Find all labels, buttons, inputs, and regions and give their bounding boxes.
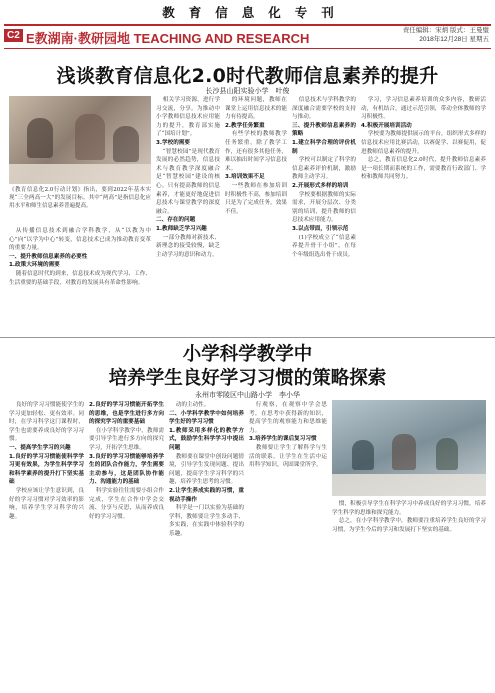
article-divider (0, 337, 495, 338)
subheading: 2.良好的学习习惯能开拓学生的思维，也是学生进行多方向的探究学习的重要基础 (89, 402, 164, 426)
paragraph: 的环境问题，教师在课堂上运用信息技术的能力有待提高。 (225, 97, 287, 121)
article2-col1 (9, 401, 84, 689)
subheading: 3.培训效果不足 (225, 174, 265, 181)
article2-title-line2: 培养学生良好学习习惯的策略探索 (108, 368, 387, 389)
article1-col5 (361, 96, 486, 334)
subheading: 二、存在的问题 (156, 217, 196, 224)
article2-byline: 永州市零陵区中山路小学 李小华 (195, 391, 300, 399)
paragraph: 惯，积极引导学生在科学学习中养成良好的学习习惯，培养学生科学的思维和探究能力。 (332, 501, 486, 516)
article1-byline: 长沙县山阳实验小学 叶俊 (205, 87, 290, 95)
article1-col1 (9, 227, 151, 335)
paragraph: 总之，在小学科学教学中，教师要注重培养学生良好的学习习惯，为学生今后的学习和发展打下坚实的基础。 (332, 518, 486, 533)
page-tag: C2 (4, 29, 23, 42)
article1-title: 浅谈教育信息化2.0时代教师信息素养的提升 (56, 65, 439, 87)
paragraph: “智慧校园”是现代教育发展的必然趋势，信息技术与教育教学深度融合是“智慧校园”建设的核心。只有提高教师的信息素养，才能更好地促进信息技术与课堂教学的深度融合。 (156, 148, 220, 215)
subheading: 1.良好的学习习惯能使科学学习更有效果，为学生科学学习和科学素养的提升打下坚实基础 (9, 453, 84, 486)
section-title: E教湖南·教研园地 TEACHING AND RESEARCH (26, 31, 310, 46)
subheading: 三、提升教师信息素养的策略 (292, 122, 356, 138)
article1-col3 (225, 96, 287, 334)
subheading: 2.让学生养成实践的习惯，重视动手操作 (169, 487, 244, 503)
subheading: 1.教师采用多样化的教学方式，鼓励学生科学学习中提出问题 (169, 427, 244, 451)
article2-title-line1: 小学科学教学中 (182, 344, 313, 365)
paragraph: 动的主动性。 (175, 402, 210, 408)
subheading: 1.教师缺乏学习兴趣 (156, 225, 207, 232)
paragraph: 一部分教师对新技术、新理念的接受较慢，缺乏主动学习的意识和动力。 (156, 234, 220, 258)
issue-date: 2018年12月28日 星期五 (419, 35, 489, 43)
article1-col2 (156, 96, 220, 334)
subheading: 一、提高学生学习的兴趣 (9, 444, 71, 451)
subheading: 2.开展形式多样的培训 (292, 182, 349, 189)
article1-col4 (292, 96, 356, 334)
subheading: 3.良好的学习习惯能够培养学生的团队合作能力，学生需要主动参与，这是团队协作能力、沟通能力的基础 (89, 453, 164, 486)
article2-photo (332, 400, 486, 496)
paragraph: 随着信息时代的到来，信息技术成为现代学习、工作、生活重要的基础手段，对教育的发展具有革命性影响。 (9, 270, 151, 286)
paragraph: 信息技术与学科教学的深度融合需要学校的支持与推动。 (292, 97, 356, 121)
paragraph: 行观察，在观察中学会思考，在思考中获得新的知识，提高学生的观察能力和思维能力。 (249, 402, 327, 434)
paragraph: 学习，学习信息素养培训的众多内容，教研活动，有机结合，通过示范引领，带动全体教师的学习积极性。 (361, 97, 486, 121)
subheading: 二、小学科学教学中如何培养学生好的学习习惯 (169, 410, 244, 426)
masthead (0, 0, 495, 24)
subheading: 1.建立科学合理的评价机制 (292, 139, 356, 155)
article2-col3 (169, 401, 244, 689)
paragraph: 一些教师在参加培训时积极性不高，参加培训只是为了完成任务，效果不佳。 (225, 182, 287, 215)
paragraph: 学校可以制定了科学的信息素养评价机制，激励教师主动学习。 (292, 157, 356, 181)
paragraph: 从传播信息技术到融合学科教学，从“以教为中心”向“以学为中心”转变，信息技术已成为推动教育变革的重要力量。 (9, 228, 151, 252)
masthead-title: 教育信息化专刊 (162, 5, 348, 20)
subheading: 一、提升教师信息素养的必要性 (9, 253, 88, 260)
paragraph: 科学实验往往需要小组合作完成，学生在合作中学会交流、分享与反思，从而养成良好的学习习惯。 (89, 487, 164, 520)
subheading: 3.学校的需要 (156, 139, 190, 146)
section-bar (4, 24, 491, 49)
paragraph: 教师要在课堂中创设问题情境，引导学生发现问题、提出问题，提高学生学习科学的兴趣，培养学生思考的习惯。 (169, 453, 244, 486)
article2-col5 (332, 500, 486, 689)
paragraph: 科学是一门以实验为基础的学科，教师要让学生多动手、多实践，在实践中体验科学的乐趣。 (169, 505, 244, 537)
subheading: 2.教学任务繁重 (225, 122, 265, 129)
article1-caption: 《教育信息化2.0行动计划》指出，要到2022年基本实现“三全两高一大”的发展目标。其中“两高”是指信息化应用水平和师生信息素养普遍提高。 (9, 187, 151, 209)
issue-info (403, 27, 489, 44)
paragraph: 学校要根据教师的实际需求，开展分层次、分类别的培训，提升教师的信息技术应用能力。 (292, 191, 356, 224)
paragraph: 有些学校的教师教学任务繁重，除了教学工作，还有很多其他任务，难以抽出时间学习信息技术。 (225, 131, 287, 172)
paragraph: 教师要让学生了解科学与生活的联系，让学生在生活中运用科学知识，巩固课堂所学。 (249, 444, 327, 469)
article2-col2 (89, 401, 164, 689)
subheading: 3.以点带面，引领示范 (292, 225, 349, 232)
paragraph: 相关学习资源，进行学习交流，分享。为推动中小学教师信息技术应用能力的提升，教育部实施了“国培计划”。 (156, 97, 220, 138)
paragraph: 总之，教育信息化2.0时代，提升教师信息素养是一项长期而系统的工作，需要教育行政部门、学校和教师共同努力。 (361, 157, 486, 181)
article2-col4 (249, 401, 327, 689)
paragraph: 在小学科学教学中，教师需要引导学生进行多方向的探究学习，开拓学生思维。 (89, 427, 164, 451)
subheading: 1.政策大环境的需要 (9, 262, 60, 269)
paragraph: 良好的学习习惯能使学生的学习更加轻松、更有效率。同时，在学习科学这门课程时，学生也需要养成良好的学习习惯。 (9, 402, 84, 443)
paragraph: (1)学校成立了“信息素养提升骨干小组”，在每个年级组选出骨干成员。 (292, 234, 356, 258)
paragraph: 学校要为教师提供展示的平台，组织形式多样的信息技术应用比赛活动，以赛促学、以赛促用，促进教师信息素养的提升。 (361, 131, 486, 155)
paragraph: 学校应该让学生意识到，良好的学习习惯对学习效率的影响，培养学生学习科学的兴趣。 (9, 487, 84, 520)
article1-photo (9, 96, 151, 184)
subheading: 4.积极开展培训活动 (361, 122, 412, 129)
editor-credit: 责任编辑：宋炳 版式：王曼璧 (402, 27, 489, 34)
subheading: 3.培养学生的课后复习习惯 (249, 436, 317, 443)
